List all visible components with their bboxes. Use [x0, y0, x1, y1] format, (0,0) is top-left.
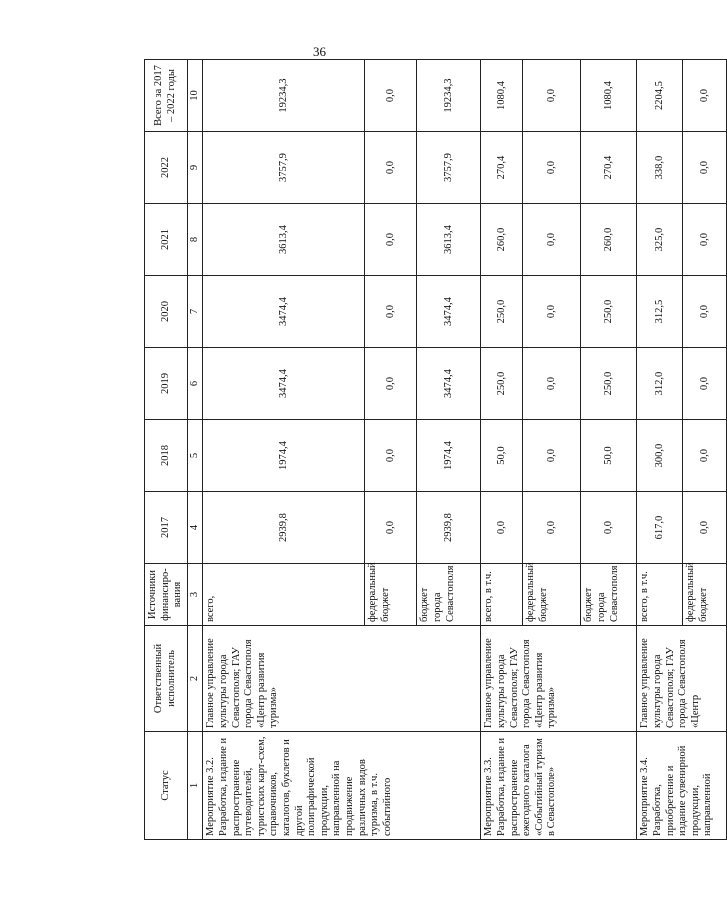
value-cell: 250,0 — [581, 348, 637, 420]
value-cell: 0,0 — [523, 420, 581, 492]
header-year-2017: 2017 — [145, 492, 188, 564]
value-cell: 3474,4 — [417, 276, 481, 348]
value-cell: 1974,4 — [417, 420, 481, 492]
value-cell: 250,0 — [581, 276, 637, 348]
value-cell: 2939,8 — [417, 492, 481, 564]
value-cell: 0,0 — [365, 276, 417, 348]
header-executor: Ответственный исполнитель — [145, 626, 188, 732]
value-cell: 1974,4 — [203, 420, 365, 492]
value-cell: 3757,9 — [417, 132, 481, 204]
value-cell: 300,0 — [637, 420, 683, 492]
value-cell: 260,0 — [581, 204, 637, 276]
total-cell: 19234,3 — [417, 60, 481, 132]
header-year-2020: 2020 — [145, 276, 188, 348]
total-cell: 0,0 — [365, 60, 417, 132]
value-cell: 0,0 — [683, 492, 727, 564]
total-cell: 2204,5 — [637, 60, 683, 132]
funding-source: бюджет города Севастополя — [417, 564, 481, 626]
value-cell: 50,0 — [581, 420, 637, 492]
activity-status: Мероприятие 3.3. Разработка, издание и распространение ежегодного каталога «Событийный туризм в Севастополе» — [481, 732, 637, 840]
header-year-2022: 2022 — [145, 132, 188, 204]
total-cell: 1080,4 — [481, 60, 523, 132]
column-index: 3 — [187, 564, 203, 626]
column-index: 10 — [187, 60, 203, 132]
column-index: 7 — [187, 276, 203, 348]
table-row — [481, 60, 523, 840]
value-cell: 0,0 — [523, 276, 581, 348]
funding-source: федеральный бюджет — [523, 564, 581, 626]
value-cell: 250,0 — [481, 276, 523, 348]
financing-table — [144, 59, 727, 840]
activity-status: Мероприятие 3.4. Разработка, приобретение и издание сувенирной продукции, направленной — [637, 732, 727, 840]
value-cell: 0,0 — [365, 420, 417, 492]
value-cell: 312,5 — [637, 276, 683, 348]
value-cell: 0,0 — [581, 492, 637, 564]
value-cell: 0,0 — [683, 348, 727, 420]
column-index: 2 — [187, 626, 203, 732]
value-cell: 270,4 — [481, 132, 523, 204]
header-status: Статус — [145, 732, 188, 840]
header-year-2019: 2019 — [145, 348, 188, 420]
activity-status: Мероприятие 3.2. Разработка, издание и распространение путеводителей, туристских карт-схем, справочников, каталогов, буклетов и другой полиграфической продукции, направленной на продвижение различных видов туризма, в т.ч. событийного — [203, 732, 481, 840]
funding-source: федеральный бюджет — [365, 564, 417, 626]
funding-source: федеральный бюджет — [683, 564, 727, 626]
value-cell: 50,0 — [481, 420, 523, 492]
column-index: 4 — [187, 492, 203, 564]
value-cell: 3613,4 — [203, 204, 365, 276]
value-cell: 0,0 — [365, 132, 417, 204]
value-cell: 3613,4 — [417, 204, 481, 276]
column-index: 1 — [187, 732, 203, 840]
column-index: 6 — [187, 348, 203, 420]
funding-source: всего, в т.ч. — [481, 564, 523, 626]
value-cell: 3474,4 — [203, 348, 365, 420]
activity-executor: Главное управление культуры города Севастополя; ГАУ города Севастополя «Центр — [637, 626, 727, 732]
funding-source: всего, в т.ч. — [637, 564, 683, 626]
value-cell: 0,0 — [365, 492, 417, 564]
column-index: 8 — [187, 204, 203, 276]
total-cell: 19234,3 — [203, 60, 365, 132]
header-sources: Источники финансиро-вания — [145, 564, 188, 626]
value-cell: 0,0 — [365, 204, 417, 276]
total-cell: 0,0 — [523, 60, 581, 132]
value-cell: 3757,9 — [203, 132, 365, 204]
column-index-row — [187, 60, 203, 840]
table-row — [637, 60, 683, 840]
page-number: 36 — [313, 44, 326, 59]
value-cell: 3474,4 — [203, 276, 365, 348]
value-cell: 0,0 — [683, 132, 727, 204]
value-cell: 2939,8 — [203, 492, 365, 564]
header-year-2021: 2021 — [145, 204, 188, 276]
value-cell: 0,0 — [683, 276, 727, 348]
activity-executor: Главное управление культуры города Севастополя; ГАУ города Севастополя «Центр развития туризма» — [481, 626, 637, 732]
value-cell: 0,0 — [683, 420, 727, 492]
value-cell: 3474,4 — [417, 348, 481, 420]
total-cell: 0,0 — [683, 60, 727, 132]
value-cell: 617,0 — [637, 492, 683, 564]
value-cell: 0,0 — [523, 204, 581, 276]
value-cell: 338,0 — [637, 132, 683, 204]
value-cell: 0,0 — [523, 132, 581, 204]
header-row — [145, 60, 188, 840]
value-cell: 0,0 — [523, 492, 581, 564]
value-cell: 0,0 — [481, 492, 523, 564]
value-cell: 325,0 — [637, 204, 683, 276]
rotated-table-container — [144, 60, 714, 840]
value-cell: 0,0 — [523, 348, 581, 420]
funding-source: всего, — [203, 564, 365, 626]
funding-source: бюджет города Севастополя — [581, 564, 637, 626]
total-cell: 1080,4 — [581, 60, 637, 132]
value-cell: 270,4 — [581, 132, 637, 204]
header-total: Всего за 2017 – 2022 годы — [145, 60, 188, 132]
value-cell: 312,0 — [637, 348, 683, 420]
value-cell: 0,0 — [365, 348, 417, 420]
column-index: 5 — [187, 420, 203, 492]
table-row — [203, 60, 365, 840]
activity-executor: Главное управление культуры города Севастополя; ГАУ города Севастополя «Центр развития туризма» — [203, 626, 481, 732]
value-cell: 0,0 — [683, 204, 727, 276]
value-cell: 250,0 — [481, 348, 523, 420]
header-year-2018: 2018 — [145, 420, 188, 492]
column-index: 9 — [187, 132, 203, 204]
value-cell: 260,0 — [481, 204, 523, 276]
